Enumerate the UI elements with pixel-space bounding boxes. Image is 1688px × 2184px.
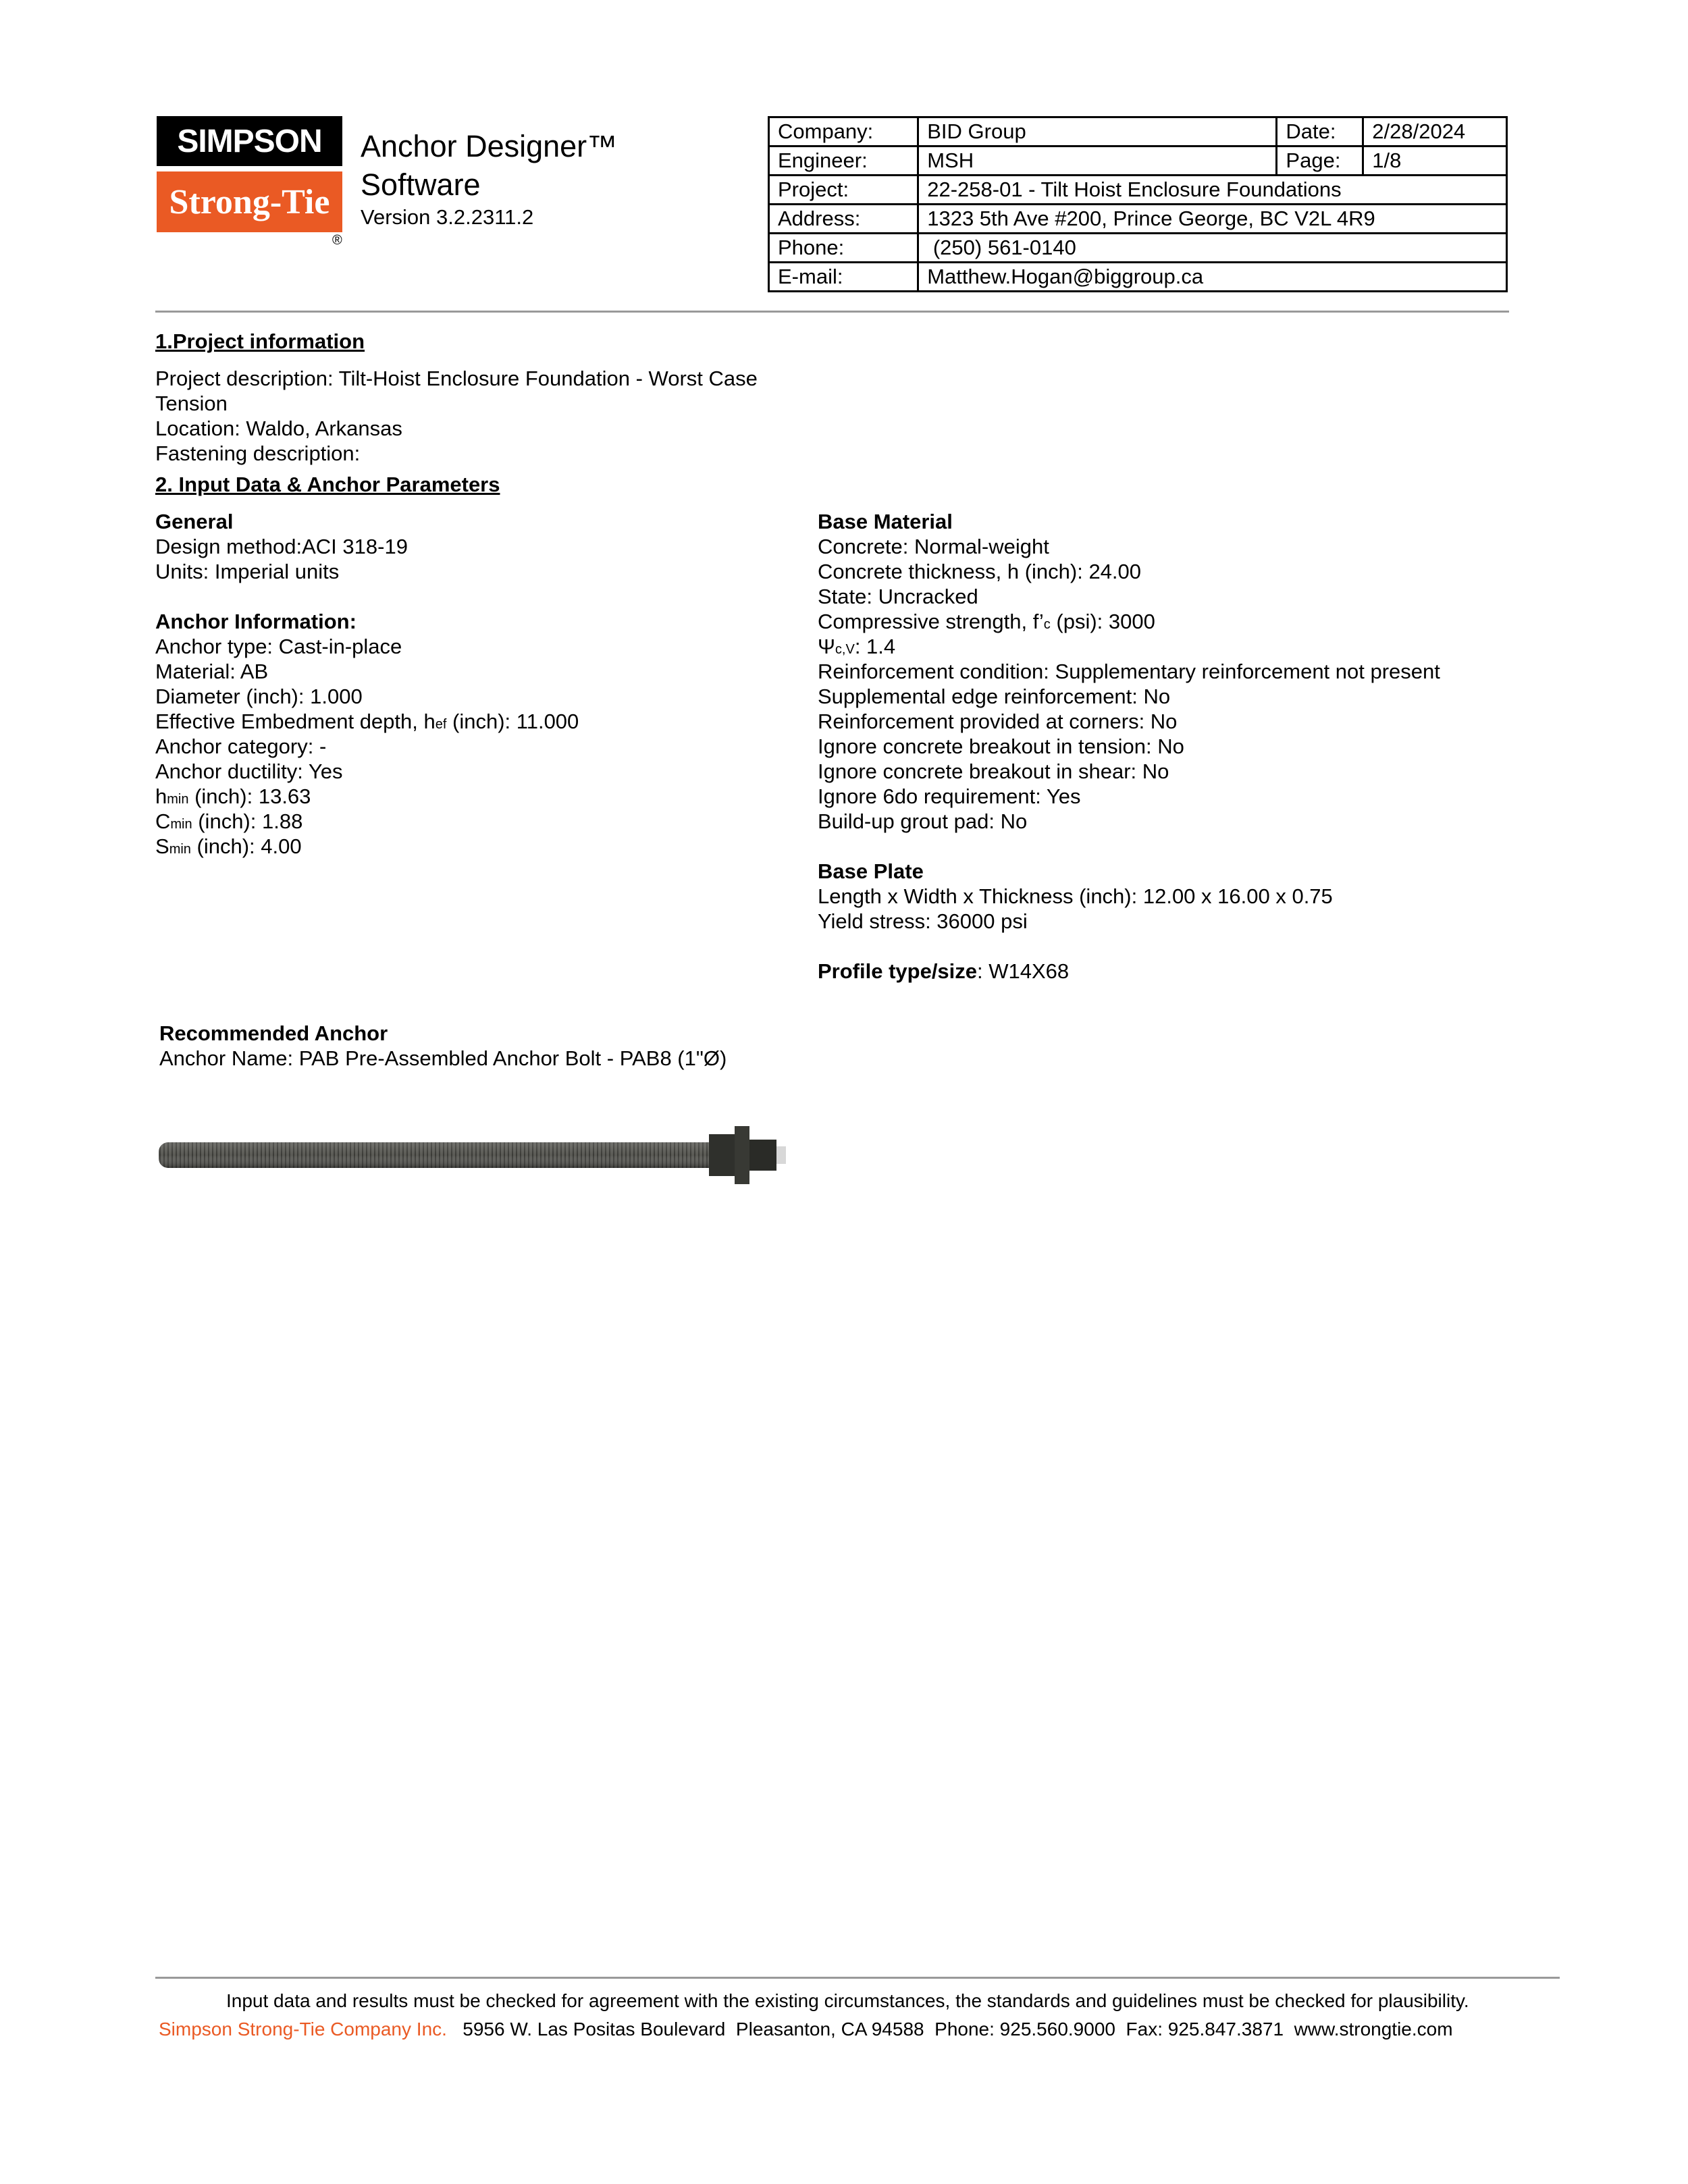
base-plate-heading: Base Plate	[818, 859, 924, 883]
phone-row	[769, 234, 1507, 263]
reinforcement-condition: Reinforcement condition: Supplementary reinforcement not present	[818, 660, 1440, 683]
footer-disclaimer: Input data and results must be checked for agreement with the existing circumstances, the standards and guidelines must be checked for plausibility.	[226, 1990, 1469, 2011]
cmin	[155, 809, 579, 834]
hmin-subscript: min	[167, 792, 189, 807]
section1-heading: 1.Project information	[155, 329, 365, 353]
page-label: Page:	[1277, 147, 1363, 176]
psi-subscript: c,V	[835, 642, 855, 657]
project-location: Location: Waldo, Arkansas	[155, 417, 402, 440]
ignore-breakout-tension: Ignore concrete breakout in tension: No	[818, 735, 1184, 758]
engineer-value: MSH	[918, 147, 1277, 176]
section2-heading: 2. Input Data & Anchor Parameters	[155, 473, 500, 496]
recommended-anchor-heading: Recommended Anchor	[159, 1021, 388, 1045]
engineer-row	[769, 147, 1507, 176]
anchor-bolt-image	[155, 1114, 803, 1195]
ignore-6do: Ignore 6do requirement: Yes	[818, 784, 1081, 808]
project-value: 22-258-01 - Tilt Hoist Enclosure Foundations	[918, 176, 1507, 205]
app-title	[361, 127, 617, 204]
hmin-value: (inch): 13.63	[188, 784, 311, 808]
base-material-heading: Base Material	[818, 510, 953, 533]
concrete-type: Concrete: Normal-weight	[818, 535, 1049, 558]
fc-value: (psi): 3000	[1050, 610, 1155, 633]
app-version: Version 3.2.2311.2	[361, 205, 534, 229]
address-label: Address:	[769, 205, 918, 234]
units: Units: Imperial units	[155, 560, 340, 583]
recommended-anchor	[159, 1021, 727, 1071]
hmin-prefix: h	[155, 784, 167, 808]
company-label: Company:	[769, 117, 918, 147]
anchor-type: Anchor type: Cast-in-place	[155, 635, 402, 658]
smin	[155, 834, 579, 859]
anchor-material: Material: AB	[155, 660, 269, 683]
psi-cv	[818, 634, 1440, 659]
phone-value: (250) 561-0140	[918, 234, 1507, 263]
address-row	[769, 205, 1507, 234]
bolt-tip	[776, 1146, 786, 1164]
concrete-state: State: Uncracked	[818, 585, 978, 608]
embedment-prefix: Effective Embedment depth, h	[155, 710, 436, 733]
email-label: E-mail:	[769, 263, 918, 292]
recommended-anchor-name: Anchor Name: PAB Pre-Assembled Anchor Bolt - PAB8 (1"Ø)	[159, 1046, 727, 1070]
fc-prefix: Compressive strength, f’	[818, 610, 1044, 633]
smin-value: (inch): 4.00	[190, 834, 302, 858]
project-label: Project:	[769, 176, 918, 205]
profile-value: : W14X68	[977, 959, 1070, 983]
cmin-prefix: C	[155, 809, 171, 833]
yield-stress: Yield stress: 36000 psi	[818, 909, 1028, 933]
project-description-line2: Tension	[155, 392, 228, 415]
smin-subscript: min	[169, 842, 191, 857]
address-value: 1323 5th Ave #200, Prince George, BC V2L 4R9	[918, 205, 1507, 234]
date-label: Date:	[1277, 117, 1363, 147]
anchor-info-heading: Anchor Information:	[155, 610, 357, 633]
design-method: Design method:ACI 318-19	[155, 535, 408, 558]
psi-value: : 1.4	[854, 635, 896, 658]
email-row	[769, 263, 1507, 292]
app-title-line2: Software	[361, 167, 481, 202]
footer-contact	[159, 2019, 1453, 2040]
bolt-rod-shade	[159, 1142, 746, 1168]
smin-prefix: S	[155, 834, 169, 858]
embedment-depth	[155, 709, 579, 734]
cmin-subscript: min	[170, 817, 192, 832]
project-description-line1: Project description: Tilt-Hoist Enclosure Foundation - Worst Case	[155, 367, 758, 390]
header-info-table	[768, 116, 1508, 292]
bolt-hex-head	[749, 1140, 776, 1171]
anchor-ductility: Anchor ductility: Yes	[155, 760, 343, 783]
bolt-plate-washer	[709, 1134, 737, 1176]
simpson-logo-top: SIMPSON	[157, 116, 342, 166]
footer-divider	[155, 1977, 1560, 1979]
footer-contact-details: 5956 W. Las Positas Boulevard Pleasanton, CA 94588 Phone: 925.560.9000 Fax: 925.847.3871 www.strongtie.com	[446, 2019, 1453, 2040]
date-value: 2/28/2024	[1363, 117, 1507, 147]
phone-label: Phone:	[769, 234, 918, 263]
spacer	[818, 934, 1440, 959]
embedment-subscript: ef	[435, 717, 447, 732]
grout-pad: Build-up grout pad: No	[818, 809, 1028, 833]
page-value: 1/8	[1363, 147, 1507, 176]
fastening-description: Fastening description:	[155, 442, 361, 465]
footer-company-link[interactable]: Simpson Strong-Tie Company Inc.	[159, 2019, 447, 2040]
header-divider	[155, 311, 1509, 313]
edge-reinforcement: Supplemental edge reinforcement: No	[818, 685, 1171, 708]
compressive-strength	[818, 609, 1440, 634]
anchor-diameter: Diameter (inch): 1.000	[155, 685, 363, 708]
email-value: Matthew.Hogan@biggroup.ca	[918, 263, 1507, 292]
profile-type	[818, 959, 1440, 984]
right-column	[818, 509, 1440, 984]
embedment-value: (inch): 11.000	[446, 710, 579, 733]
strong-tie-logo-bottom: Strong-Tie	[157, 171, 342, 232]
hmin	[155, 784, 579, 809]
project-row	[769, 176, 1507, 205]
company-value: BID Group	[918, 117, 1277, 147]
concrete-thickness: Concrete thickness, h (inch): 24.00	[818, 560, 1142, 583]
bolt-nut	[735, 1126, 749, 1184]
spacer	[818, 834, 1440, 859]
corner-reinforcement: Reinforcement provided at corners: No	[818, 710, 1178, 733]
general-heading: General	[155, 510, 234, 533]
anchor-category: Anchor category: -	[155, 735, 327, 758]
app-title-line1: Anchor Designer™	[361, 129, 618, 163]
company-row	[769, 117, 1507, 147]
engineer-label: Engineer:	[769, 147, 918, 176]
registered-mark: ®	[332, 233, 342, 248]
project-info-block	[155, 366, 758, 466]
ignore-breakout-shear: Ignore concrete breakout in shear: No	[818, 760, 1169, 783]
spacer	[155, 584, 579, 609]
fc-subscript: c	[1043, 617, 1051, 632]
psi-prefix: Ψ	[818, 635, 835, 658]
left-column	[155, 509, 579, 859]
profile-label: Profile type/size	[818, 959, 978, 983]
base-plate-dimensions: Length x Width x Thickness (inch): 12.00 x 16.00 x 0.75	[818, 884, 1333, 908]
cmin-value: (inch): 1.88	[192, 809, 303, 833]
